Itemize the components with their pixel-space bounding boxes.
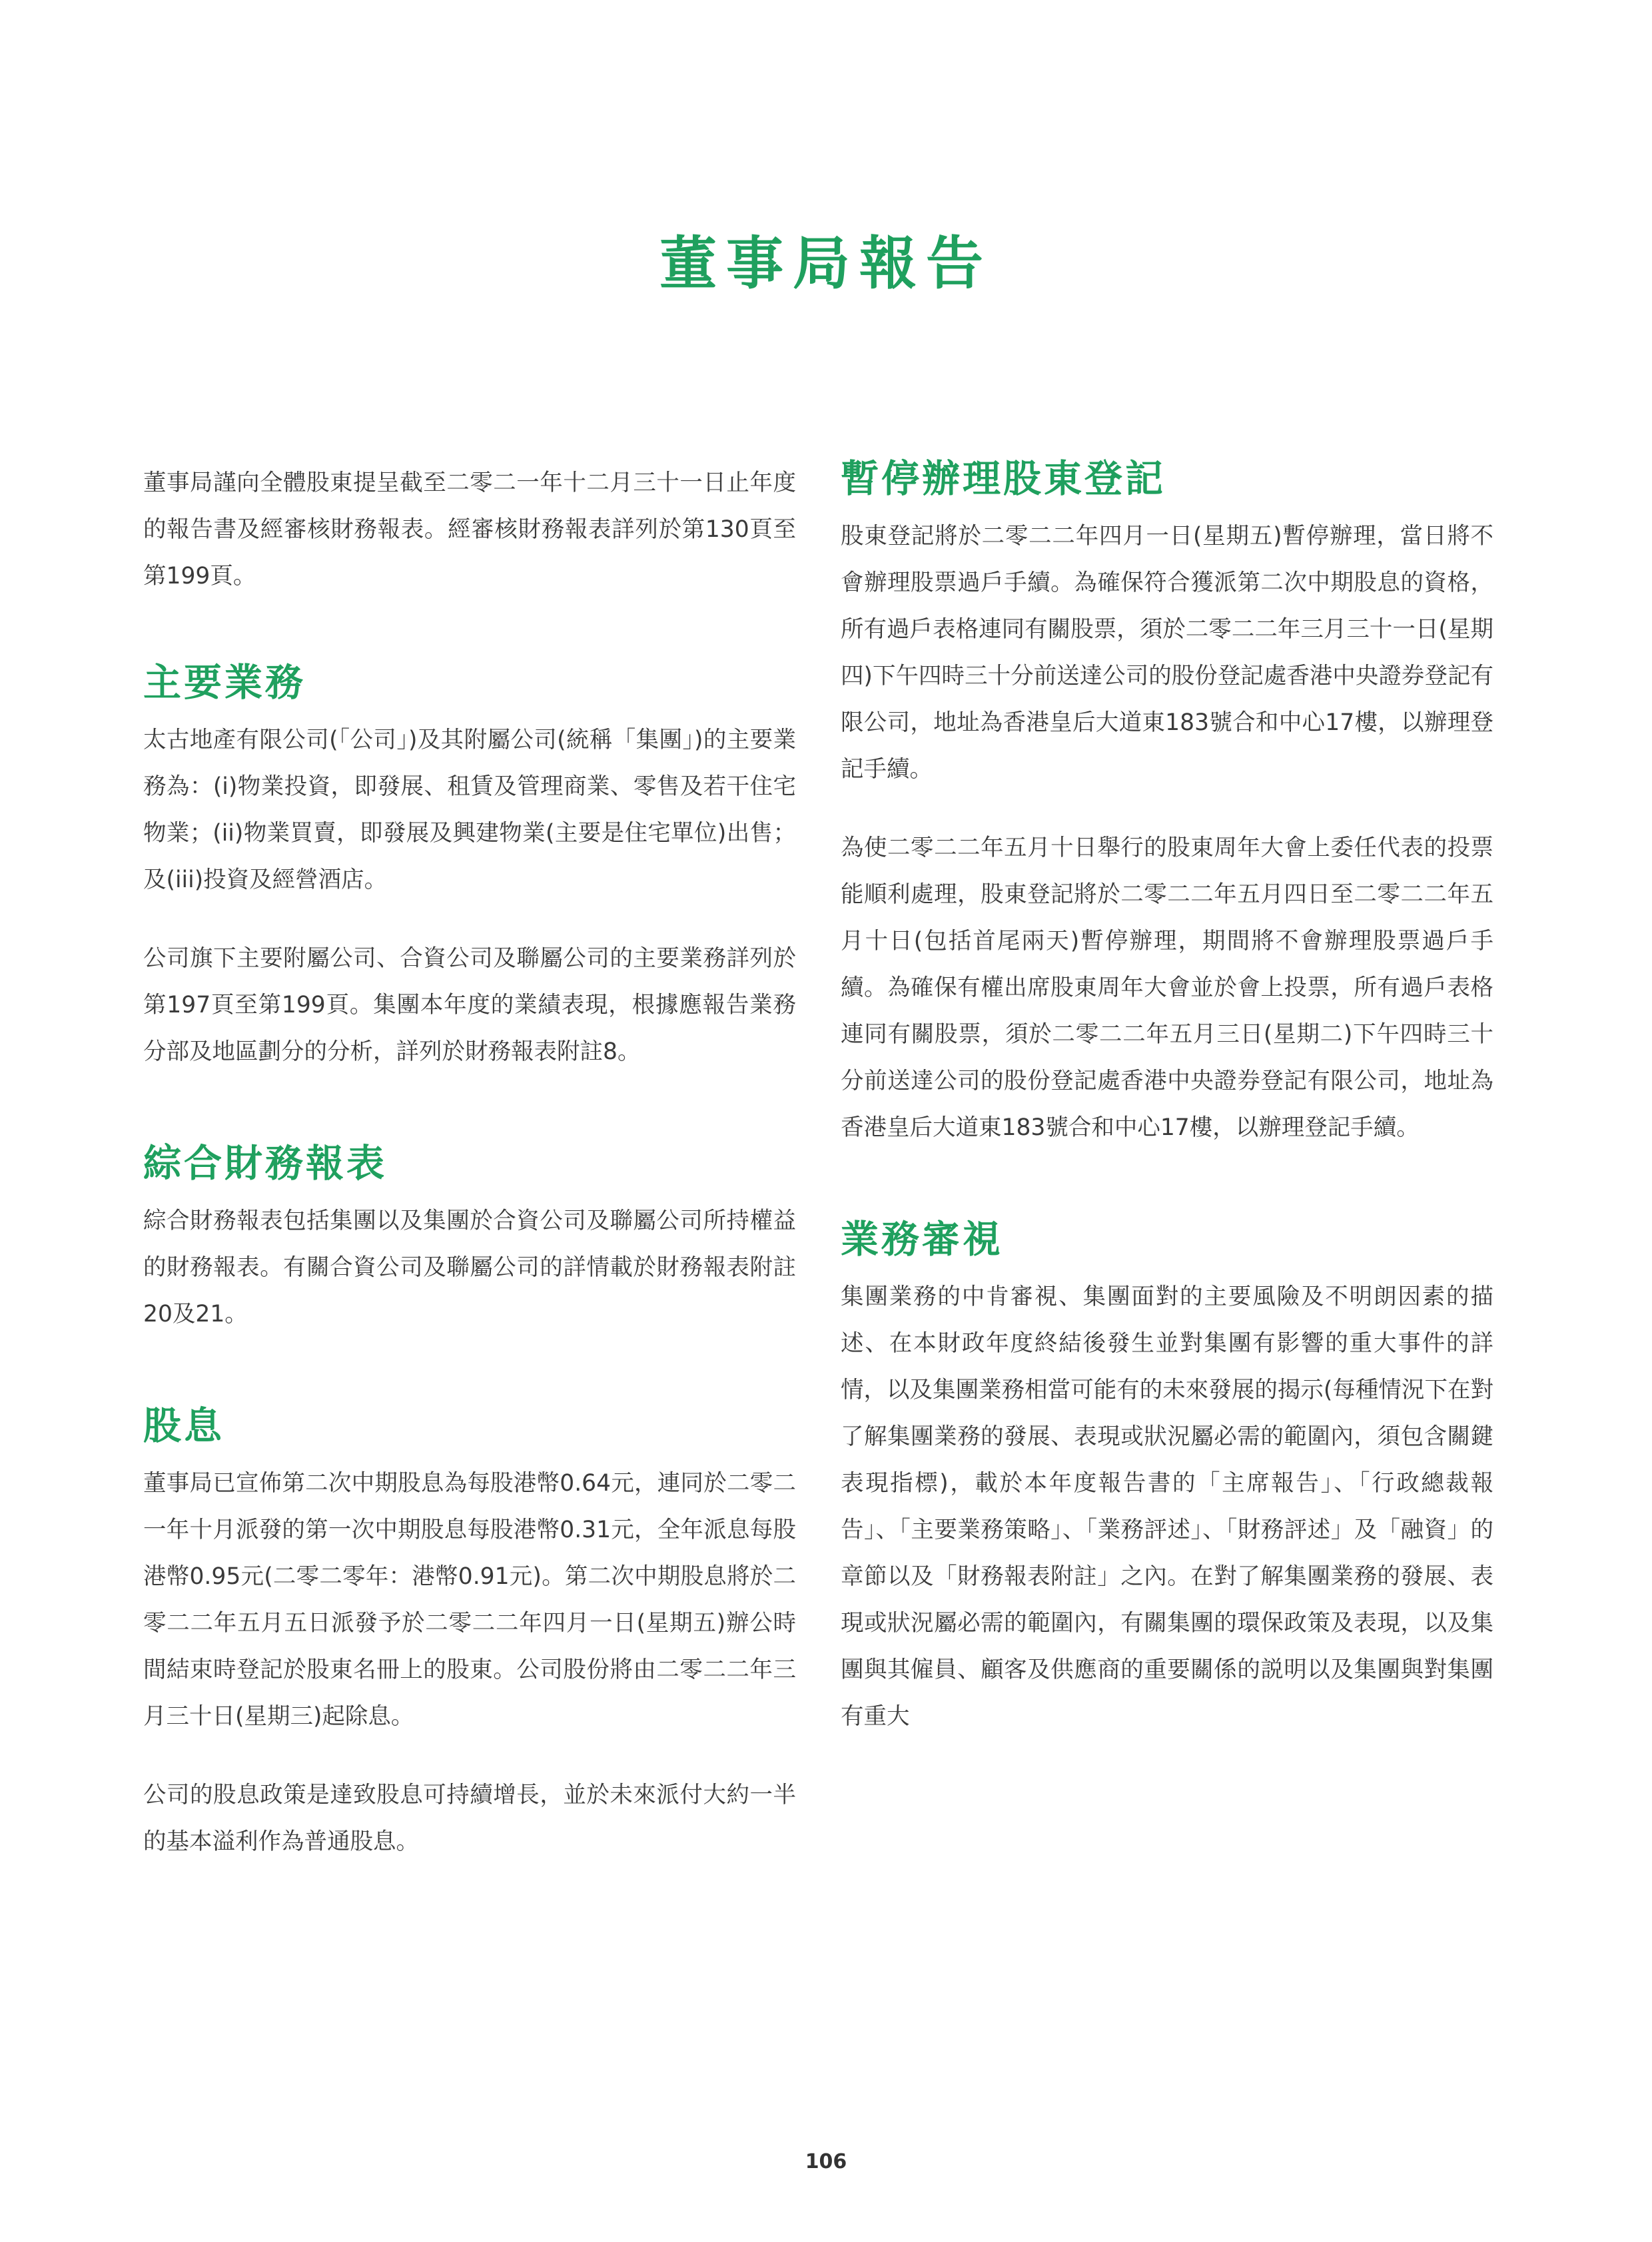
paragraph: 綜合財務報表包括集團以及集團於合資公司及聯屬公司所持權益的財務報表。有關合資公司及聯屬公司的詳情載於財務報表附註20及21。 — [143, 1208, 796, 1328]
paragraph: 太古地產有限公司(「公司」)及其附屬公司(統稱「集團」)的主要業務為：(i)物業投資，即發展、租賃及管理商業、零售及若干住宅物業；(ii)物業買賣，即發展及興建物業(主要是住宅單位)出售；及(iii)投資及經營酒店。 — [143, 727, 796, 894]
right-column — [841, 457, 1493, 1740]
page-number: 106 — [805, 2150, 847, 2173]
paragraph: 集團業務的中肯審視、集團面對的主要風險及不明朗因素的描述、在本財政年度終結後發生並對集團有影響的重大事件的詳情，以及集團業務相當可能有的未來發展的揭示(每種情況下在對了解集團業務的發展、表現或狀況屬必需的範圍內，須包含關鍵表現指標)，載於本年度報告書的「主席報告」、「行政總裁報告」、「主要業務策略」、「業務評述」、「財務評述」及「融資」的章節以及「財務報表附註」之內。在對了解集團業務的發展、表現或狀況屬必需的範圍內，有關集團的環保政策及表現，以及集團與其僱員、顧客及供應商的重要關係的説明以及集團與對集團有重大 — [841, 1284, 1493, 1730]
section-heading: 綜合財務報表 — [143, 1142, 387, 1186]
paragraph: 董事局已宣佈第二次中期股息為每股港幣0.64元，連同於二零二一年十月派發的第一次中期股息每股港幣0.31元，全年派息每股港幣0.95元(二零二零年：港幣0.91元)。第二次中期股息將於二零二二年五月五日派發予於二零二二年四月一日(星期五)辦公時間結束時登記於股東名冊上的股東。公司股份將由二零二二年三月三十日(星期三)起除息。 — [143, 1470, 796, 1730]
section-dividends — [143, 1401, 796, 1865]
section-heading: 股息 — [143, 1404, 224, 1449]
section-heading: 暫停辦理股東登記 — [841, 457, 1166, 501]
section-heading: 主要業務 — [143, 661, 306, 705]
left-column — [143, 460, 796, 1865]
section-register-closure — [841, 454, 1493, 1151]
page-title: 董事局報告 — [659, 230, 993, 297]
section-principal-activities — [143, 658, 796, 1075]
intro-paragraph: 董事局謹向全體股東提呈截至二零二一年十二月三十一日止年度的報告書及經審核財務報表。經審核財務報表詳列於第130頁至第199頁。 — [143, 470, 796, 589]
section-business-review — [841, 1215, 1493, 1740]
section-consolidated-statements — [143, 1139, 796, 1337]
paragraph: 公司旗下主要附屬公司、合資公司及聯屬公司的主要業務詳列於第197頁至第199頁。集團本年度的業績表現，根據應報告業務分部及地區劃分的分析，詳列於財務報表附註8。 — [143, 945, 796, 1066]
section-heading: 業務審視 — [841, 1218, 1003, 1262]
paragraph: 公司的股息政策是達致股息可持續增長，並於未來派付大約一半的基本溢利作為普通股息。 — [143, 1782, 796, 1856]
paragraph: 股東登記將於二零二二年四月一日(星期五)暫停辦理，當日將不會辦理股票過戶手續。為確保符合獲派第二次中期股息的資格，所有過戶表格連同有關股票，須於二零二二年三月三十一日(星期四)下午四時三十分前送達公司的股份登記處香港中央證券登記有限公司，地址為香港皇后大道東183號合和中心17樓，以辦理登記手續。 — [841, 523, 1493, 783]
paragraph: 為使二零二二年五月十日舉行的股東周年大會上委任代表的投票能順利處理，股東登記將於二零二二年五月四日至二零二二年五月十日(包括首尾兩天)暫停辦理，期間將不會辦理股票過戶手續。為確保有權出席股東周年大會並於會上投票，所有過戶表格連同有關股票，須於二零二二年五月三日(星期二)下午四時三十分前送達公司的股份登記處香港中央證券登記有限公司，地址為香港皇后大道東183號合和中心17樓，以辦理登記手續。 — [841, 835, 1493, 1142]
